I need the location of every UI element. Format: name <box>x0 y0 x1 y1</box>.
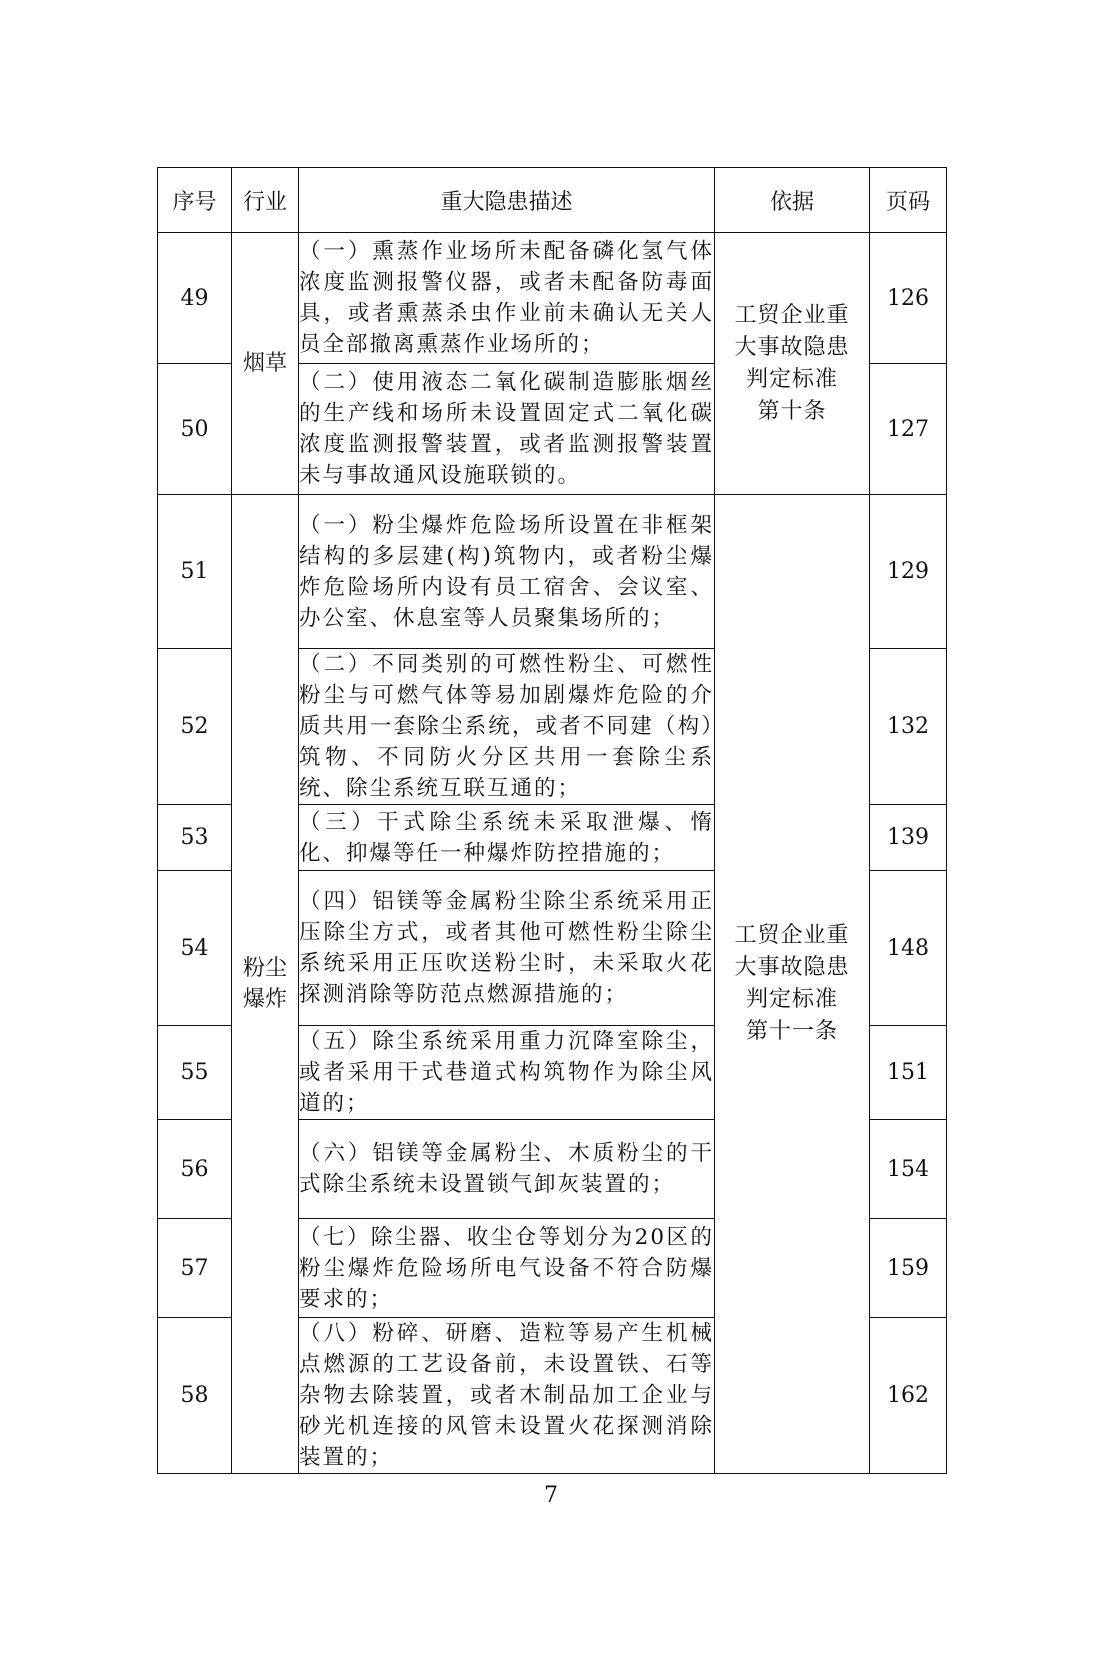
hazard-description: （四）铝镁等金属粉尘除尘系统采用正压除尘方式，或者其他可燃性粉尘除尘系统采用正压吹送粉尘时，未采取火花探测消除等防范点燃源措施的； <box>299 871 715 1026</box>
page-number: 7 <box>544 1483 558 1508</box>
hazard-description: （二）不同类别的可燃性粉尘、可燃性粉尘与可燃气体等易加剧爆炸危险的介质共用一套除尘系统，或者不同建（构）筑物、不同防火分区共用一套除尘系统、除尘系统互联互通的； <box>299 649 715 805</box>
basis-line: 第十一条 <box>745 1019 838 1044</box>
page-ref: 151 <box>870 1026 947 1120</box>
row-number: 53 <box>158 805 232 871</box>
header-description: 重大隐患描述 <box>299 168 715 233</box>
hazard-table <box>157 167 947 1474</box>
industry-cell <box>232 495 299 1474</box>
hazard-description: （七）除尘器、收尘仓等划分为20区的粉尘爆炸危险场所电气设备不符合防爆要求的； <box>299 1219 715 1318</box>
header-seq: 序号 <box>158 168 232 233</box>
basis-line: 判定标准 <box>745 987 838 1012</box>
page-ref: 148 <box>870 871 947 1026</box>
row-number: 55 <box>158 1026 232 1120</box>
row-number: 54 <box>158 871 232 1026</box>
hazard-description: （六）铝镁等金属粉尘、木质粉尘的干式除尘系统未设置锁气卸灰装置的； <box>299 1120 715 1219</box>
page-ref: 129 <box>870 495 947 649</box>
page-ref: 139 <box>870 805 947 871</box>
hazard-description: （三）干式除尘系统未采取泄爆、惰化、抑爆等任一种爆炸防控措施的； <box>299 805 715 871</box>
header-industry: 行业 <box>232 168 299 233</box>
industry-line: 粉尘 <box>242 956 287 981</box>
hazard-description: （八）粉碎、研磨、造粒等易产生机械点燃源的工艺设备前，未设置铁、石等杂物去除装置，或者木制品加工企业与砂光机连接的风管未设置火花探测消除装置的； <box>299 1318 715 1474</box>
basis-line: 判定标准 <box>745 366 838 392</box>
basis-line: 大事故隐患 <box>734 955 850 980</box>
basis-cell <box>715 495 870 1474</box>
basis-cell <box>715 233 870 495</box>
hazard-description: （一）粉尘爆炸危险场所设置在非框架结构的多层建(构)筑物内，或者粉尘爆炸危险场所内设有员工宿舍、会议室、办公室、休息室等人员聚集场所的； <box>299 495 715 649</box>
industry-cell <box>232 233 299 495</box>
header-page: 页码 <box>870 168 947 233</box>
basis-line: 工贸企业重 <box>734 302 850 328</box>
hazard-description: （一）熏蒸作业场所未配备磷化氢气体浓度监测报警仪器，或者未配备防毒面具，或者熏蒸杀虫作业前未确认无关人员全部撤离熏蒸作业场所的； <box>299 233 715 364</box>
table-row <box>158 233 947 364</box>
page-ref: 127 <box>870 364 947 495</box>
industry-line: 烟草 <box>242 351 287 376</box>
hazard-description: （五）除尘系统采用重力沉降室除尘，或者采用干式巷道式构筑物作为除尘风道的； <box>299 1026 715 1120</box>
basis-line: 工贸企业重 <box>734 923 850 948</box>
row-number: 57 <box>158 1219 232 1318</box>
row-number: 50 <box>158 364 232 495</box>
row-number: 51 <box>158 495 232 649</box>
table-row <box>158 495 947 649</box>
page-ref: 162 <box>870 1318 947 1474</box>
page-ref: 159 <box>870 1219 947 1318</box>
industry-line: 爆炸 <box>242 987 287 1012</box>
hazard-description: （二）使用液态二氧化碳制造膨胀烟丝的生产线和场所未设置固定式二氧化碳浓度监测报警装置，或者监测报警装置未与事故通风设施联锁的。 <box>299 364 715 495</box>
row-number: 49 <box>158 233 232 364</box>
header-row <box>158 168 947 233</box>
page-ref: 132 <box>870 649 947 805</box>
basis-line: 大事故隐患 <box>734 334 850 360</box>
row-number: 56 <box>158 1120 232 1219</box>
basis-line: 第十条 <box>757 398 827 424</box>
row-number: 58 <box>158 1318 232 1474</box>
page-ref: 126 <box>870 233 947 364</box>
page-ref: 154 <box>870 1120 947 1219</box>
row-number: 52 <box>158 649 232 805</box>
header-basis: 依据 <box>715 168 870 233</box>
